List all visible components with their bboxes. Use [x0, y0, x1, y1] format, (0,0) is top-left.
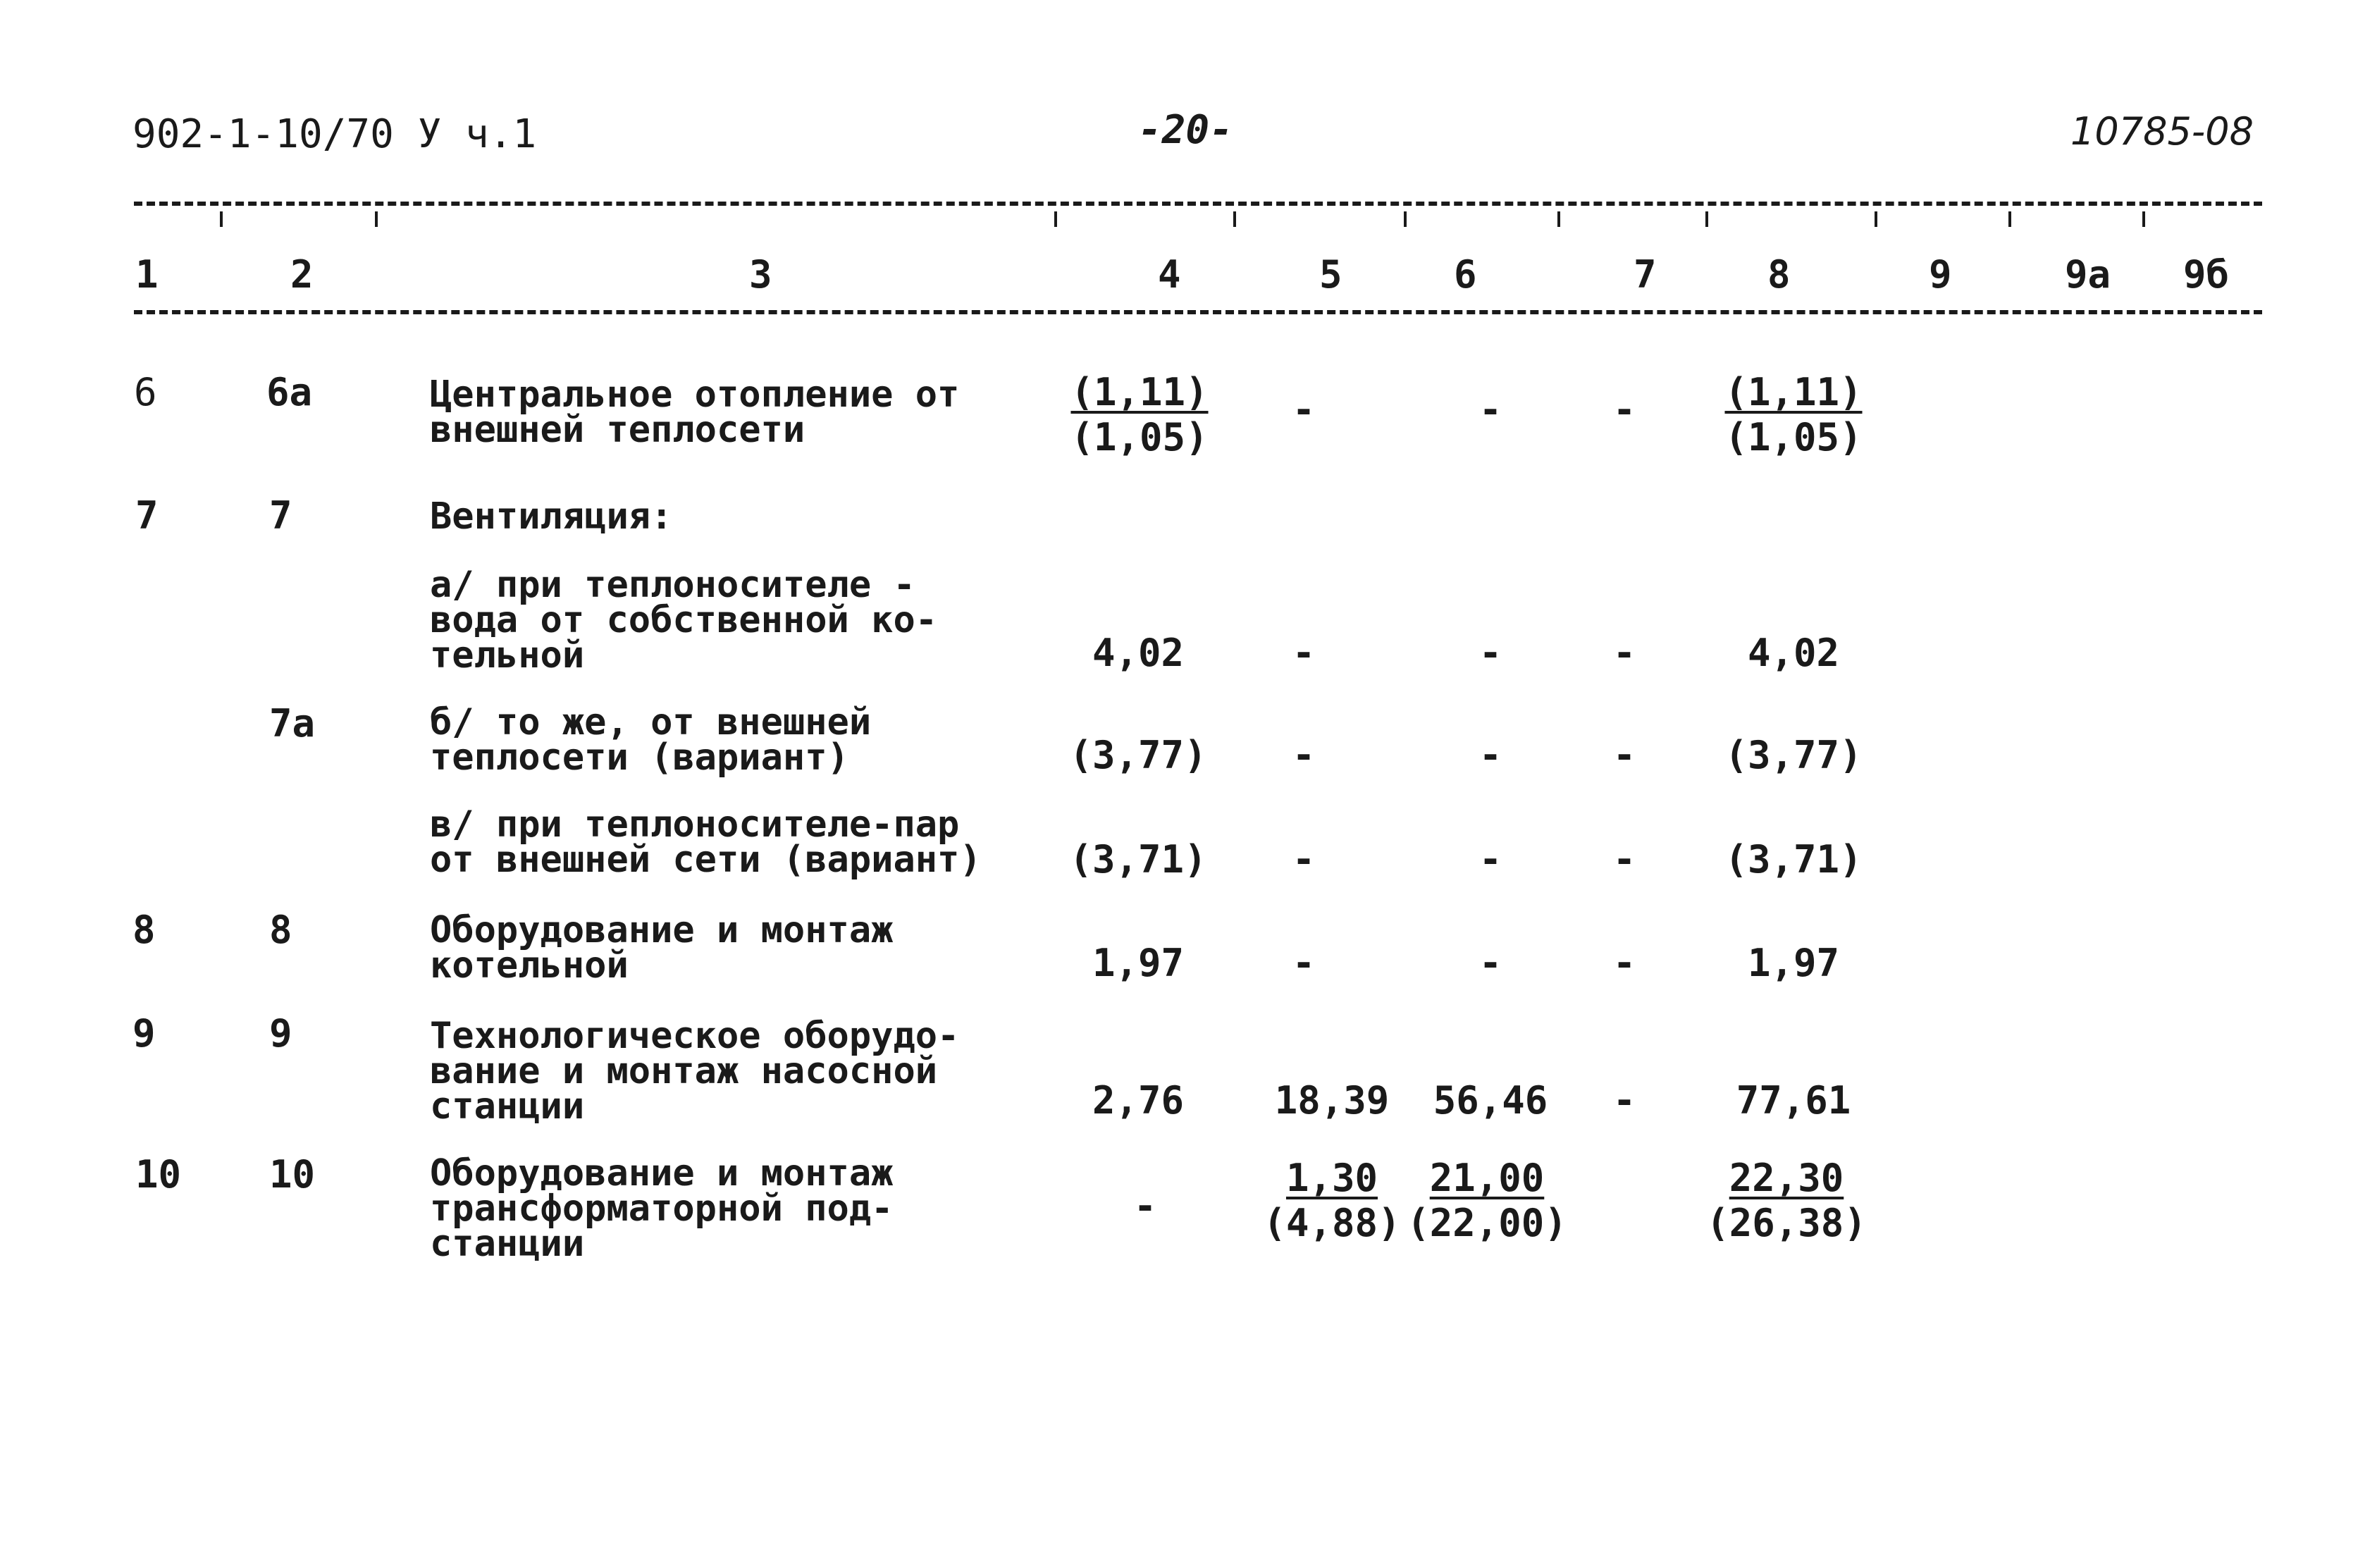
- cell-item-number: 9: [132, 1011, 156, 1056]
- cell-description: Технологическое оборудо- вание и монтаж насосной станции: [430, 1015, 960, 1128]
- cell-col7: -: [1612, 631, 1636, 675]
- cell-col7: -: [1612, 733, 1636, 777]
- cell-description: а/ при теплоносителе - вода от собственной ко- тельной: [430, 564, 938, 677]
- column-header-1: 1: [135, 252, 159, 297]
- cell-position-number: 9: [269, 1011, 292, 1056]
- cell-description: Оборудование и монтаж трансформаторной под- станции: [430, 1152, 894, 1265]
- cell-col7: -: [1612, 837, 1636, 882]
- cell-position-number: 8: [269, 908, 292, 952]
- cell-col7: -: [1612, 388, 1636, 432]
- cell-item-number: 6: [134, 370, 157, 414]
- cell-col6: -: [1478, 631, 1502, 675]
- cell-col8: (3,71): [1724, 837, 1863, 882]
- cell-col5: 18,39: [1274, 1078, 1390, 1123]
- cell-col4: (3,71): [1069, 837, 1207, 882]
- cell-item-number: 10: [135, 1152, 182, 1197]
- cell-col6: -: [1478, 837, 1502, 882]
- cell-position-number: 7: [269, 493, 292, 538]
- table-header-rule: [134, 310, 2262, 314]
- inventory-number: 10785-08: [2070, 109, 2254, 154]
- column-divider-tick: [220, 211, 223, 227]
- cell-col4-fraction: $\frac{(1,11)}{(1,05)}$: [1070, 370, 1209, 459]
- cell-col8-fraction: $\frac{(1,11)}{(1,05)}$: [1724, 370, 1863, 459]
- cell-col5: -: [1292, 837, 1316, 882]
- cell-col5-fraction: $\frac{1,30}{(4,88)}$: [1263, 1156, 1401, 1245]
- cell-description: Вентиляция:: [430, 495, 673, 538]
- table-top-rule: [134, 202, 2262, 206]
- column-header-5: 5: [1319, 252, 1342, 297]
- column-header-3: 3: [749, 252, 772, 297]
- cell-item-number: 8: [132, 908, 156, 952]
- cell-col5: -: [1292, 388, 1316, 432]
- column-header-2: 2: [290, 252, 314, 297]
- cell-col4: 2,76: [1092, 1078, 1185, 1123]
- cell-position-number: 7а: [269, 701, 316, 746]
- cell-col8: (3,77): [1724, 733, 1863, 777]
- column-divider-tick: [1875, 211, 1877, 227]
- column-divider-tick: [2142, 211, 2145, 227]
- cell-col6-fraction: $\frac{21,00}{(22,00)}$: [1407, 1156, 1567, 1245]
- document-code: 902-1-10/70 У ч.1: [132, 111, 537, 157]
- cell-description: б/ то же, от внешней теплосети (вариант): [430, 701, 872, 779]
- cell-col8: 4,02: [1747, 631, 1840, 675]
- column-divider-tick: [1705, 211, 1708, 227]
- cell-col8-fraction: $\frac{22,30}{(26,38)}$: [1706, 1156, 1867, 1245]
- cell-col5: -: [1292, 631, 1316, 675]
- cell-col5: -: [1292, 941, 1316, 985]
- column-divider-tick: [375, 211, 378, 227]
- cell-col4: (3,77): [1069, 733, 1207, 777]
- column-divider-tick: [1404, 211, 1407, 227]
- cell-col6: 56,46: [1433, 1078, 1548, 1123]
- column-divider-tick: [2008, 211, 2011, 227]
- cell-description: в/ при теплоносителе-пар от внешней сети (вариант): [430, 803, 982, 881]
- cell-item-number: 7: [135, 493, 159, 538]
- cell-col6: -: [1478, 388, 1502, 432]
- column-divider-tick: [1557, 211, 1560, 227]
- column-header-9a: 9а: [2065, 252, 2111, 297]
- cell-position-number: 6а: [266, 370, 313, 414]
- cell-description: Оборудование и монтаж котельной: [430, 909, 894, 987]
- column-header-4: 4: [1158, 252, 1181, 297]
- cell-position-number: 10: [269, 1152, 316, 1197]
- column-divider-tick: [1233, 211, 1236, 227]
- cell-col4: 1,97: [1092, 941, 1185, 985]
- cell-col7: -: [1612, 1078, 1636, 1123]
- cell-col4: 4,02: [1092, 631, 1185, 675]
- column-header-9b: 9б: [2183, 252, 2230, 297]
- cell-col5: -: [1292, 733, 1316, 777]
- cell-col7: -: [1612, 941, 1636, 985]
- column-header-6: 6: [1454, 252, 1477, 297]
- cell-col8: 1,97: [1747, 941, 1840, 985]
- column-header-8: 8: [1767, 252, 1791, 297]
- cell-col6: -: [1478, 733, 1502, 777]
- cell-col8: 77,61: [1736, 1078, 1851, 1123]
- page-number: -20-: [1138, 107, 1233, 153]
- cell-col4: -: [1133, 1184, 1157, 1228]
- column-header-9: 9: [1929, 252, 1952, 297]
- column-divider-tick: [1054, 211, 1057, 227]
- column-header-7: 7: [1634, 252, 1657, 297]
- cell-col6: -: [1478, 941, 1502, 985]
- cell-description: Центральное отопление от внешней теплосети: [430, 374, 960, 451]
